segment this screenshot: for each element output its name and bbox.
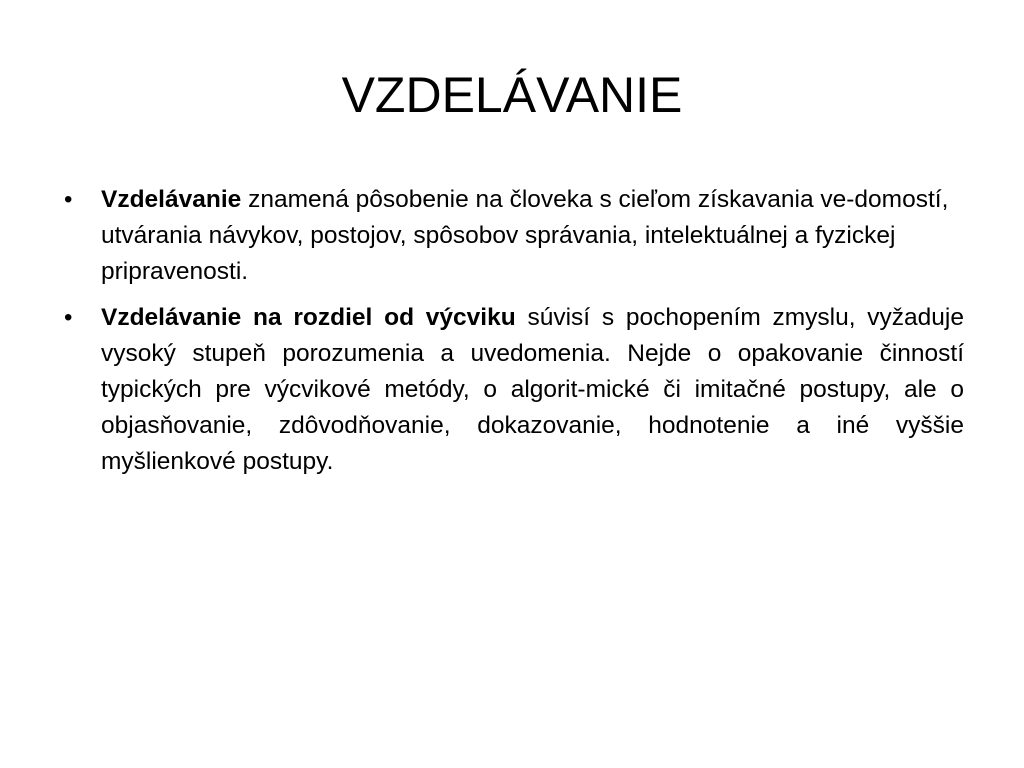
slide-title: VZDELÁVANIE bbox=[341, 67, 683, 123]
bullet-term: Vzdelávanie bbox=[101, 186, 242, 213]
bullet-term: Vzdelávanie na rozdiel od výcviku bbox=[101, 304, 516, 331]
bullet-icon: • bbox=[64, 186, 73, 213]
bullet-item-comparison bbox=[64, 300, 964, 480]
bullet-text: znamená pôsobenie na človeka s cieľom získavania ve-domostí, utvárania návykov, postojov, spôsobov správania, intelektuálnej a fyzickej pripravenosti. bbox=[101, 186, 949, 285]
bullet-item-definition bbox=[64, 182, 964, 290]
bullet-icon: • bbox=[64, 304, 73, 331]
bullet-list bbox=[64, 182, 964, 490]
bullet-text: súvisí s pochopením zmyslu, vyžaduje vysoký stupeň porozumenia a uvedomenia. Nejde o opakovanie činností typických pre výcvikové metódy, o algorit-mické či imitačné postupy, ale o objasňovanie, zdôvodňovanie, dokazovanie, hodnotenie a iné vyššie myšlienkové postupy. bbox=[101, 304, 964, 475]
